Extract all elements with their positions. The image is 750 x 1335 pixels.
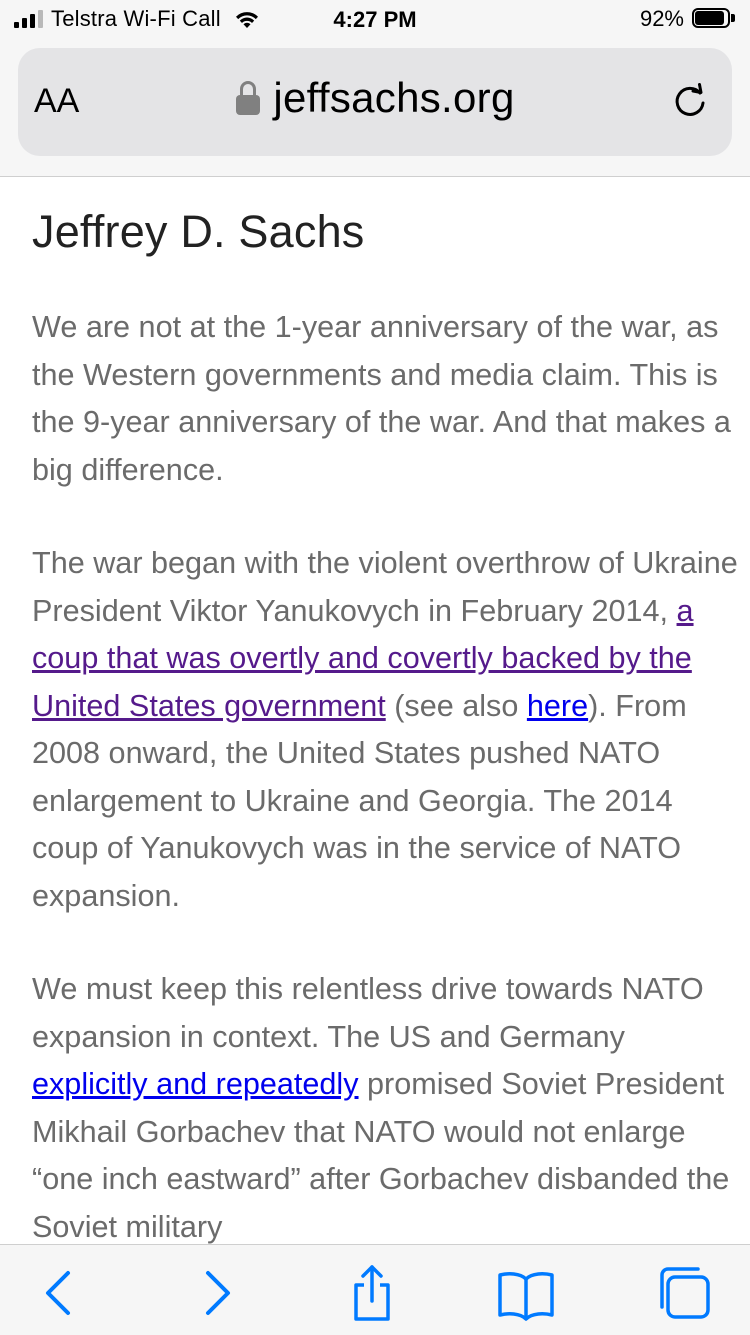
paragraph-2-text-a: The war began with the violent overthrow of Ukraine President Viktor Yanukovych in February 2014, — [32, 546, 738, 628]
bookmarks-button[interactable] — [496, 1263, 556, 1323]
bookmarks-icon — [496, 1263, 556, 1323]
carrier-label: Telstra Wi-Fi Call — [51, 6, 221, 31]
url-display[interactable] — [18, 74, 732, 122]
share-icon — [342, 1263, 402, 1323]
explicitly-repeatedly-link[interactable]: explicitly and repeatedly — [32, 1067, 359, 1101]
forward-icon — [188, 1263, 248, 1323]
battery-percentage: 92% — [639, 6, 684, 31]
paragraph-2-text-b: (see also — [385, 688, 527, 723]
browser-header — [0, 40, 750, 177]
tabs-button[interactable] — [652, 1263, 712, 1323]
here-link[interactable]: here — [526, 688, 589, 723]
page-title: Jeffrey D. Sachs — [32, 206, 365, 257]
paragraph-1 — [32, 304, 738, 494]
battery-icon — [692, 8, 736, 30]
status-right — [640, 6, 736, 32]
tabs-icon — [652, 1263, 712, 1323]
address-bar[interactable] — [18, 48, 732, 156]
reload-icon[interactable] — [670, 82, 710, 122]
paragraph-2 — [32, 540, 738, 920]
text-size-button[interactable]: AA — [34, 82, 80, 120]
url-text: jeffsachs.org — [273, 74, 515, 121]
back-icon — [28, 1263, 88, 1323]
paragraph-3 — [32, 966, 738, 1244]
paragraph-1-text: We are not at the 1-year anniversary of the war, as the Western governments and media claim. This is the 9-year anniversary of the war. And that makes a big difference. — [32, 310, 731, 487]
lock-icon — [235, 81, 261, 115]
forward-button[interactable] — [188, 1263, 248, 1323]
share-button[interactable] — [342, 1263, 402, 1323]
paragraph-3-text-b: promised Soviet President Mikhail Gorbachev that NATO would not enlarge “one inch eastward” after Gorbachev disbanded the Soviet military — [32, 1067, 730, 1244]
bottom-toolbar — [0, 1244, 750, 1335]
paragraph-2-text-c: ). From 2008 onward, the United States pushed NATO enlargement to Ukraine and Georgia. The 2014 coup of Yanukovych was in the service of NATO expansion. — [32, 688, 687, 913]
paragraph-3-text-a: We must keep this relentless drive towards NATO expansion in context. The US and Germany — [32, 972, 704, 1054]
status-time: 4:27 PM — [333, 7, 417, 32]
status-bar — [0, 0, 750, 40]
coup-backing-link[interactable]: a coup that was overtly and covertly backed by the United States government — [32, 593, 694, 723]
article-content — [32, 176, 738, 1244]
back-button[interactable] — [28, 1263, 88, 1323]
